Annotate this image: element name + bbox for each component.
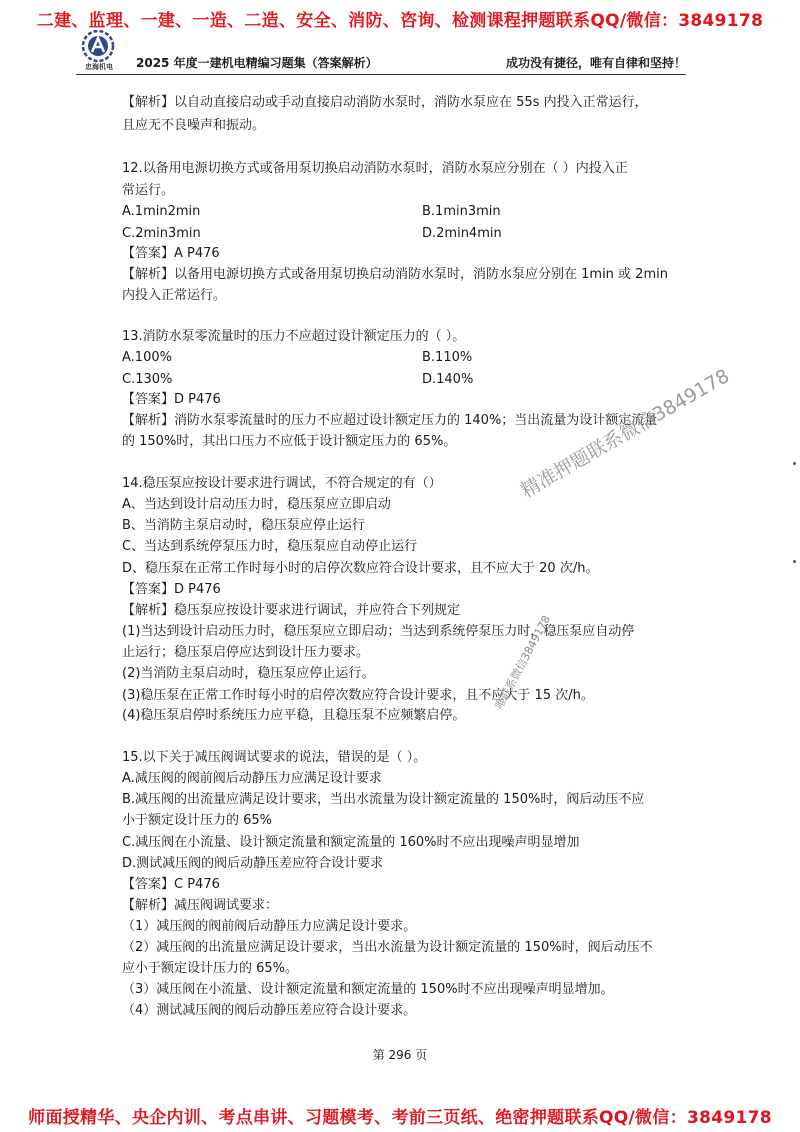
q13-analysis: 【解析】消防水泵零流量时的压力不应超过设计额定压力的 140%；当出流量为设计额定流量: [122, 413, 658, 428]
q12-answer: 【答案】A P476: [122, 246, 220, 261]
q14-analysis-point: (3)稳压泵在正常工作时每小时的启停次数应符合设计要求，且不应大于 15 次/h。: [122, 688, 594, 703]
watermark-small: 唯联系微信3849178: [492, 613, 554, 712]
q14-analysis-point-cont: 止运行；稳压泵启停应达到设计压力要求。: [122, 645, 370, 660]
q12-analysis: 【解析】以备用电源切换方式或备用泵切换启动消防水泵时，消防水泵应分别在 1min 或 2min: [122, 267, 668, 282]
q14-option-c: C、当达到系统停泵压力时，稳压泵应自动停止运行: [122, 539, 418, 554]
q13-option-a: A.100%: [122, 350, 172, 365]
q12-stem: 12.以备用电源切换方式或备用泵切换启动消防水泵时，消防水泵应分别在（ ）内投入正: [122, 161, 628, 176]
q15-analysis-point-cont: 应小于额定设计压力的 65%。: [122, 961, 299, 976]
q14-option-a: A、当达到设计启动压力时，稳压泵应立即启动: [122, 497, 391, 512]
q15-analysis-point: （2）减压阀的出流量应满足设计要求，当出水流量为设计额定流量的 150%时，阀后动压不: [122, 940, 653, 955]
q14-analysis-head: 【解析】稳压泵应按设计要求进行调试，并应符合下列规定: [122, 603, 461, 618]
q12-option-c: C.2min3min: [122, 226, 201, 241]
q14-stem: 14.稳压泵应按设计要求进行调试，不符合规定的有（）: [122, 476, 442, 491]
q15-option-c: C.减压阀在小流量、设计额定流量和额定流量的 160%时不应出现噪声明显增加: [122, 835, 580, 850]
q13-stem: 13.消防水泵零流量时的压力不应超过设计额定压力的（ ）。: [122, 329, 466, 344]
q15-analysis-point: （3）减压阀在小流量、设计额定流量和额定流量的 150%时不应出现噪声明显增加。: [122, 982, 614, 997]
q15-option-b-cont: 小于额定设计压力的 65%: [122, 813, 273, 828]
q15-analysis-head: 【解析】减压阀调试要求：: [122, 898, 279, 913]
q13-answer: 【答案】D P476: [122, 392, 221, 407]
q15-stem: 15.以下关于减压阀调试要求的说法，错误的是（ ）。: [122, 750, 427, 765]
q12-stem-cont: 常运行。: [122, 183, 175, 198]
header-slogan: 成功没有捷径，唯有自律和坚持！: [505, 56, 686, 70]
logo-text: 忠海机电: [85, 63, 113, 71]
top-banner: 二建、监理、一建、一造、二造、安全、消防、咨询、检测课程押题联系QQ/微信：3849178: [36, 11, 764, 31]
q13-option-d: D.140%: [422, 372, 474, 387]
q14-option-b: B、当消防主泵启动时，稳压泵应停止运行: [122, 518, 365, 533]
q15-option-a: A.减压阀的阀前阀后动静压力应满足设计要求: [122, 771, 382, 786]
q13-option-b: B.110%: [422, 350, 473, 365]
scan-edge-mark: [793, 560, 796, 563]
q14-analysis-point: (4)稳压泵启停时系统压力应平稳，且稳压泵不应频繁启停。: [122, 708, 466, 723]
q11-analysis-line: 【解析】以自动直接启动或手动直接启动消防水泵时，消防水泵应在 55s 内投入正常运行，: [122, 95, 648, 110]
q12-option-d: D.2min4min: [422, 226, 502, 241]
watermark-diagonal: 精准押题联系微信3849178: [517, 364, 734, 503]
q14-option-d: D、稳压泵在正常工作时每小时的启停次数应符合设计要求，且不应大于 20 次/h。: [122, 561, 599, 576]
q14-answer: 【答案】D P476: [122, 582, 221, 597]
q12-option-b: B.1min3min: [422, 204, 501, 219]
q15-answer: 【答案】C P476: [122, 877, 220, 892]
q14-analysis-point: (2)当消防主泵启动时，稳压泵应停止运行。: [122, 666, 375, 681]
q13-option-c: C.130%: [122, 372, 173, 387]
q15-analysis-point: （4）测试减压阀的阀后动静压差应符合设计要求。: [122, 1003, 417, 1018]
header-title: 2025 年度一建机电精编习题集（答案解析）: [136, 56, 378, 70]
q15-option-d: D.测试减压阀的阀后动静压差应符合设计要求: [122, 856, 384, 871]
q12-analysis-cont: 内投入正常运行。: [122, 288, 227, 303]
q15-option-b: B.减压阀的出流量应满足设计要求，当出水流量为设计额定流量的 150%时，阀后动压不应: [122, 792, 645, 807]
q15-analysis-point: （1）减压阀的阀前阀后动静压力应满足设计要求。: [122, 919, 417, 934]
q13-analysis-cont: 的 150%时，其出口压力不应低于设计额定压力的 65%。: [122, 434, 457, 449]
q14-analysis-point: (1)当达到设计启动压力时，稳压泵应立即启动；当达到系统停泵压力时，稳压泵应自动停: [122, 624, 635, 639]
page-header: [76, 30, 686, 75]
q11-analysis-line: 且应无不良噪声和振动。: [122, 118, 266, 133]
q12-option-a: A.1min2min: [122, 204, 201, 219]
page-number: 第 296 页: [372, 1048, 428, 1062]
scan-edge-mark: [793, 462, 796, 465]
bottom-banner: 师面授精华、央企内训、考点串讲、习题模考、考前三页纸、绝密押题联系QQ/微信：3849178: [28, 1108, 772, 1128]
